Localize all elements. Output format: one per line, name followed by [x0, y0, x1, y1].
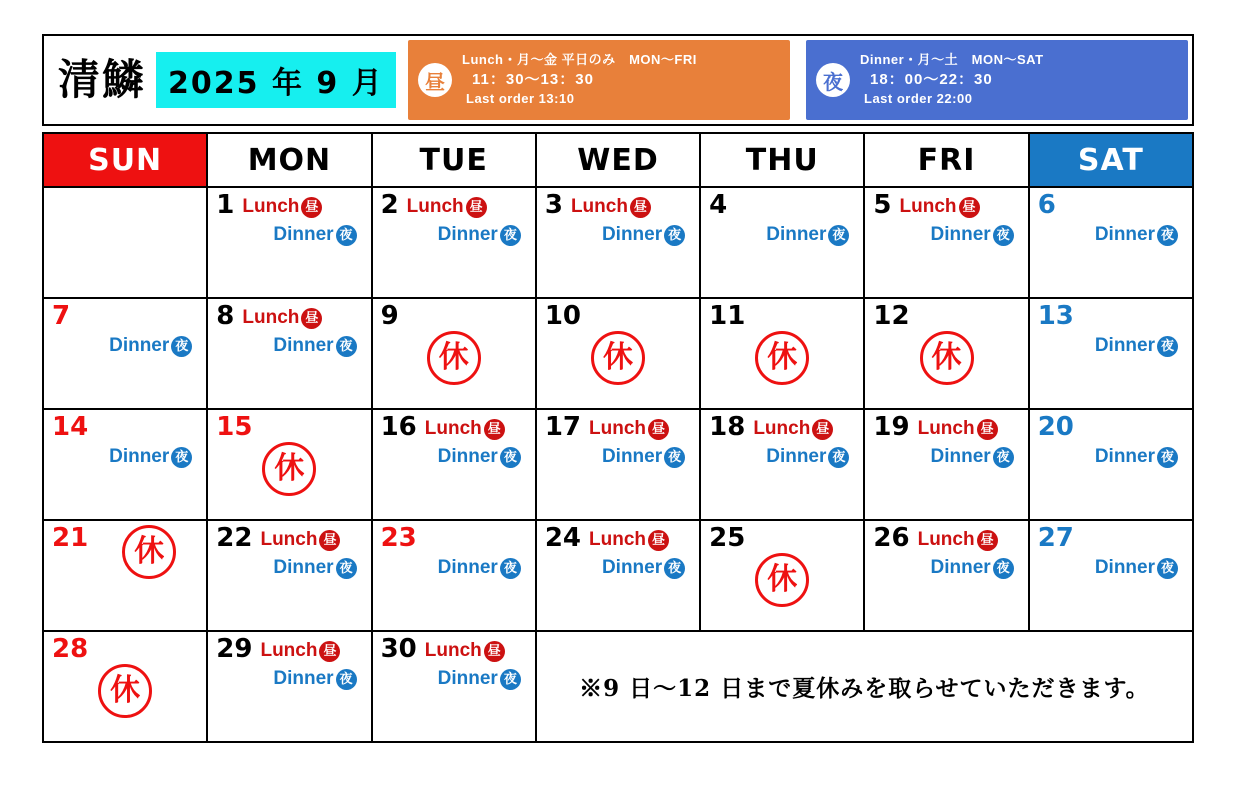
day-cell-7: [43, 298, 207, 409]
day-cell-top: [545, 525, 691, 551]
day-number: 30: [380, 634, 417, 664]
day-number: 17: [544, 412, 582, 442]
dinner-label-wrap: [1038, 557, 1184, 579]
dinner-label: [1095, 557, 1178, 579]
dinner-mini-icon: 夜: [500, 669, 521, 690]
lunch-text: Lunch: [424, 418, 482, 439]
dinner-text: Dinner: [1094, 446, 1155, 467]
day-number: 27: [1037, 523, 1074, 553]
dinner-mini-icon: 夜: [500, 447, 521, 468]
day-cell-18: [700, 409, 864, 520]
dinner-text: Dinner: [1094, 335, 1155, 356]
lunch-mini-icon: 昼: [319, 530, 340, 551]
day-number: 12: [873, 301, 910, 331]
dinner-label-wrap: [216, 557, 362, 579]
dinner-text: Dinner: [930, 557, 991, 578]
dinner-label-wrap: [216, 335, 362, 357]
year-month-badge: 2025 年 9 月: [156, 52, 396, 108]
day-number: 10: [544, 301, 582, 331]
dinner-text: Dinner: [601, 224, 663, 245]
day-number: 2: [380, 190, 399, 220]
dinner-label: [273, 224, 356, 246]
dinner-label: [766, 446, 849, 468]
day-cell-top: [873, 303, 1019, 329]
day-cell-11: [700, 298, 864, 409]
lunch-mini-icon: 昼: [648, 419, 669, 440]
lunch-label: [589, 418, 669, 440]
lunch-text: Lunch: [753, 418, 811, 439]
dinner-text: Dinner: [601, 557, 663, 578]
dinner-text: Dinner: [273, 335, 334, 356]
dinner-label: [931, 557, 1014, 579]
restaurant-name: 清鱗: [58, 55, 147, 104]
day-number: 25: [709, 523, 746, 553]
dinner-label: [438, 668, 521, 690]
day-number: 7: [52, 301, 71, 331]
day-number: 19: [873, 412, 910, 442]
dinner-text: Dinner: [766, 224, 827, 245]
day-cell-22: [207, 520, 371, 631]
day-cell-top: [873, 192, 1019, 218]
lunch-mini-icon: 昼: [812, 419, 833, 440]
day-cell-top: [873, 414, 1019, 440]
closed-mark-icon: 休: [98, 664, 152, 718]
dinner-mini-icon: 夜: [336, 558, 357, 579]
day-number: 11: [709, 301, 746, 331]
day-cell-top: [381, 192, 527, 218]
weekday-header-fri: FRI: [864, 133, 1028, 187]
dinner-label: [1095, 446, 1178, 468]
summer-holiday-note: ※9 日〜12 日まで夏休みを取らせていただきます。: [536, 631, 1193, 742]
day-cell-26: [864, 520, 1028, 631]
day-number: 9: [380, 301, 399, 331]
day-cell-5: [864, 187, 1028, 298]
day-cell-top: [52, 303, 198, 329]
day-number: 16: [380, 412, 417, 442]
dinner-label-wrap: [216, 668, 362, 690]
dinner-text: Dinner: [601, 446, 663, 467]
day-cell-top: [381, 525, 527, 551]
day-cell-17: [536, 409, 700, 520]
dinner-mini-icon: 夜: [1157, 225, 1178, 246]
dinner-mini-icon: 夜: [664, 558, 685, 579]
day-number: 5: [873, 190, 892, 220]
dinner-mini-icon: 夜: [828, 447, 849, 468]
lunch-label: [407, 196, 487, 218]
lunch-mini-icon: 昼: [630, 197, 651, 218]
dinner-label-wrap: [709, 224, 855, 246]
dinner-text: Dinner: [930, 446, 991, 467]
dinner-label: [109, 446, 192, 468]
lunch-label: [242, 196, 322, 218]
day-cell-25: [700, 520, 864, 631]
closed-mark-icon: 休: [755, 553, 809, 607]
lunch-time-label: 11：30〜13：30: [472, 71, 594, 89]
dinner-text: Dinner: [273, 557, 334, 578]
lunch-days-label: Lunch・月〜金 平日のみ MON〜FRI: [462, 52, 697, 68]
day-cell-21: [43, 520, 207, 631]
day-cell-4: [700, 187, 864, 298]
dinner-label: [602, 224, 685, 246]
dinner-text: Dinner: [766, 446, 827, 467]
closed-mark-wrap: [216, 442, 362, 496]
dinner-mini-icon: 夜: [664, 447, 685, 468]
day-cell-top: [216, 525, 362, 551]
day-number: 21: [52, 523, 89, 553]
day-cell-10: [536, 298, 700, 409]
dinner-label: [438, 224, 521, 246]
day-cell-1: [207, 187, 371, 298]
dinner-mini-icon: 夜: [500, 225, 521, 246]
calendar-header: [42, 34, 1194, 126]
day-number: 24: [544, 523, 582, 553]
day-number: 8: [216, 301, 235, 331]
calendar-week-row: [43, 631, 1193, 742]
dinner-days-label: Dinner・月〜土 MON〜SAT: [860, 52, 1044, 68]
lunch-label: [900, 196, 980, 218]
dinner-mini-icon: 夜: [1157, 558, 1178, 579]
dinner-mini-icon: 夜: [1157, 447, 1178, 468]
day-cell-top: [216, 192, 362, 218]
lunch-text: Lunch: [917, 529, 975, 550]
dinner-label-wrap: [545, 557, 691, 579]
dinner-mini-icon: 夜: [664, 225, 685, 246]
day-number: 4: [709, 190, 728, 220]
day-cell-top: [381, 303, 527, 329]
dinner-text: Dinner: [437, 668, 498, 689]
lunch-mini-icon: 昼: [484, 419, 505, 440]
closed-mark-wrap: [545, 331, 691, 385]
lunch-mini-icon: 昼: [977, 419, 998, 440]
brand-block: [44, 36, 404, 124]
day-number: 23: [380, 523, 417, 553]
lunch-lastorder-label: Last order 13:10: [466, 90, 575, 106]
day-number: 3: [544, 190, 563, 220]
calendar-week-row: [43, 298, 1193, 409]
day-number: 26: [873, 523, 910, 553]
dinner-text: Dinner: [273, 668, 334, 689]
dinner-label-wrap: [381, 668, 527, 690]
day-cell-19: [864, 409, 1028, 520]
day-cell-top: [545, 414, 691, 440]
dinner-label-wrap: [52, 446, 198, 468]
dinner-text: Dinner: [1094, 224, 1155, 245]
day-number: 6: [1037, 190, 1056, 220]
dinner-label: [438, 446, 521, 468]
dinner-label: [766, 224, 849, 246]
day-cell-14: [43, 409, 207, 520]
day-cell-top: [216, 636, 362, 662]
day-cell-28: [43, 631, 207, 742]
dinner-label-wrap: [1038, 335, 1184, 357]
day-cell-top: [216, 414, 362, 440]
calendar-week-row: [43, 187, 1193, 298]
closed-mark-icon: 休: [920, 331, 974, 385]
lunch-badge-icon: 昼: [418, 63, 452, 97]
day-cell-top: [381, 414, 527, 440]
day-cell-top: [1038, 414, 1184, 440]
dinner-mini-icon: 夜: [993, 558, 1014, 579]
lunch-text: Lunch: [570, 196, 628, 217]
day-number: 28: [52, 634, 89, 664]
lunch-text: Lunch: [406, 196, 464, 217]
lunch-label: [425, 640, 505, 662]
dinner-label-wrap: [1038, 224, 1184, 246]
dinner-time-label: 18：00〜22：30: [870, 71, 993, 89]
lunch-label: [425, 418, 505, 440]
day-cell-27: [1029, 520, 1193, 631]
day-cell-empty: [43, 187, 207, 298]
dinner-text: Dinner: [437, 557, 498, 578]
day-cell-13: [1029, 298, 1193, 409]
header-spacer: [794, 36, 802, 124]
day-cell-top: [709, 525, 855, 551]
dinner-badge-icon: 夜: [816, 63, 850, 97]
calendar-week-row: [43, 520, 1193, 631]
weekday-header-sat: SAT: [1029, 133, 1193, 187]
day-cell-12: [864, 298, 1028, 409]
dinner-label-wrap: [545, 224, 691, 246]
dinner-label-wrap: [381, 557, 527, 579]
dinner-text: Dinner: [1094, 557, 1155, 578]
dinner-mini-icon: 夜: [171, 447, 192, 468]
dinner-label: [109, 335, 192, 357]
day-number: 14: [52, 412, 89, 442]
lunch-text: Lunch: [917, 418, 975, 439]
dinner-mini-icon: 夜: [336, 336, 357, 357]
day-cell-24: [536, 520, 700, 631]
dinner-mini-icon: 夜: [171, 336, 192, 357]
dinner-label: [1095, 224, 1178, 246]
dinner-text: Dinner: [109, 446, 170, 467]
lunch-mini-icon: 昼: [301, 197, 322, 218]
dinner-label-wrap: [381, 224, 527, 246]
closed-mark-icon: 休: [262, 442, 316, 496]
weekday-header-mon: MON: [207, 133, 371, 187]
dinner-mini-icon: 夜: [336, 669, 357, 690]
lunch-text: Lunch: [260, 529, 318, 550]
lunch-label: [918, 418, 998, 440]
weekday-header-sun: SUN: [43, 133, 207, 187]
lunch-label: [242, 307, 322, 329]
dinner-label: [273, 335, 356, 357]
day-cell-top: [52, 414, 198, 440]
closed-mark-wrap: [709, 553, 855, 607]
day-cell-20: [1029, 409, 1193, 520]
dinner-label: [931, 224, 1014, 246]
lunch-mini-icon: 昼: [301, 308, 322, 329]
day-cell-top: [1038, 525, 1184, 551]
lunch-mini-icon: 昼: [977, 530, 998, 551]
day-cell-top: [545, 303, 691, 329]
dinner-text: Dinner: [437, 224, 498, 245]
calendar-week-row: [43, 409, 1193, 520]
dinner-label: [438, 557, 521, 579]
lunch-label: [589, 529, 669, 551]
dinner-label-wrap: [873, 557, 1019, 579]
month-calendar: [42, 132, 1194, 743]
day-cell-30: [372, 631, 536, 742]
day-number: 13: [1037, 301, 1074, 331]
closed-mark-wrap: [709, 331, 855, 385]
day-cell-9: [372, 298, 536, 409]
day-cell-15: [207, 409, 371, 520]
day-number: 20: [1037, 412, 1074, 442]
dinner-text: Dinner: [109, 335, 170, 356]
lunch-label: [260, 529, 340, 551]
dinner-mini-icon: 夜: [828, 225, 849, 246]
lunch-mini-icon: 昼: [466, 197, 487, 218]
dinner-mini-icon: 夜: [1157, 336, 1178, 357]
lunch-text: Lunch: [242, 307, 300, 328]
day-cell-top: [52, 525, 198, 579]
dinner-label-wrap: [1038, 446, 1184, 468]
day-cell-top: [381, 636, 527, 662]
closed-mark-icon: 休: [427, 331, 481, 385]
dinner-label-wrap: [709, 446, 855, 468]
weekday-header-tue: TUE: [372, 133, 536, 187]
day-cell-16: [372, 409, 536, 520]
lunch-mini-icon: 昼: [959, 197, 980, 218]
lunch-text: Lunch: [242, 196, 300, 217]
day-cell-29: [207, 631, 371, 742]
dinner-label: [602, 446, 685, 468]
dinner-label: [273, 557, 356, 579]
weekday-header-row: [43, 133, 1193, 187]
closed-mark-icon: 休: [122, 525, 176, 579]
day-cell-top: [545, 192, 691, 218]
closed-mark-wrap: [873, 331, 1019, 385]
lunch-label: [918, 529, 998, 551]
day-cell-3: [536, 187, 700, 298]
day-cell-top: [709, 414, 855, 440]
lunch-label: [571, 196, 651, 218]
day-cell-top: [709, 303, 855, 329]
lunch-label: [753, 418, 833, 440]
dinner-label-wrap: [381, 446, 527, 468]
day-cell-top: [709, 192, 855, 218]
dinner-label-wrap: [873, 224, 1019, 246]
closed-mark-wrap: [52, 664, 198, 718]
dinner-label-wrap: [52, 335, 198, 357]
dinner-text: Dinner: [273, 224, 334, 245]
lunch-hours-box: [408, 40, 790, 120]
lunch-hours-lines: [462, 53, 697, 106]
dinner-hours-box: [806, 40, 1188, 120]
dinner-label: [1095, 335, 1178, 357]
dinner-hours-lines: [860, 53, 1044, 106]
dinner-label: [931, 446, 1014, 468]
closed-mark-icon: 休: [591, 331, 645, 385]
weekday-header-thu: THU: [700, 133, 864, 187]
lunch-mini-icon: 昼: [319, 641, 340, 662]
dinner-label-wrap: [216, 224, 362, 246]
day-cell-8: [207, 298, 371, 409]
dinner-label-wrap: [545, 446, 691, 468]
lunch-mini-icon: 昼: [484, 641, 505, 662]
closed-mark-wrap: [381, 331, 527, 385]
lunch-text: Lunch: [899, 196, 957, 217]
day-cell-2: [372, 187, 536, 298]
lunch-text: Lunch: [260, 640, 318, 661]
day-number: 18: [709, 412, 746, 442]
lunch-label: [260, 640, 340, 662]
day-number: 1: [216, 190, 235, 220]
dinner-text: Dinner: [437, 446, 498, 467]
day-cell-top: [52, 636, 198, 662]
dinner-mini-icon: 夜: [993, 447, 1014, 468]
day-cell-top: [1038, 303, 1184, 329]
dinner-label: [602, 557, 685, 579]
day-number: 15: [216, 412, 253, 442]
day-number: 29: [216, 634, 253, 664]
dinner-mini-icon: 夜: [993, 225, 1014, 246]
day-cell-top: [1038, 192, 1184, 218]
day-number: 22: [216, 523, 253, 553]
lunch-mini-icon: 昼: [648, 530, 669, 551]
day-cell-top: [873, 525, 1019, 551]
dinner-lastorder-label: Last order 22:00: [864, 90, 973, 106]
lunch-text: Lunch: [589, 529, 647, 550]
day-cell-23: [372, 520, 536, 631]
dinner-text: Dinner: [930, 224, 991, 245]
lunch-text: Lunch: [589, 418, 647, 439]
day-cell-6: [1029, 187, 1193, 298]
dinner-mini-icon: 夜: [336, 225, 357, 246]
day-cell-top: [216, 303, 362, 329]
dinner-label: [273, 668, 356, 690]
weekday-header-wed: WED: [536, 133, 700, 187]
lunch-text: Lunch: [424, 640, 482, 661]
dinner-label-wrap: [873, 446, 1019, 468]
closed-mark-icon: 休: [755, 331, 809, 385]
dinner-mini-icon: 夜: [500, 558, 521, 579]
